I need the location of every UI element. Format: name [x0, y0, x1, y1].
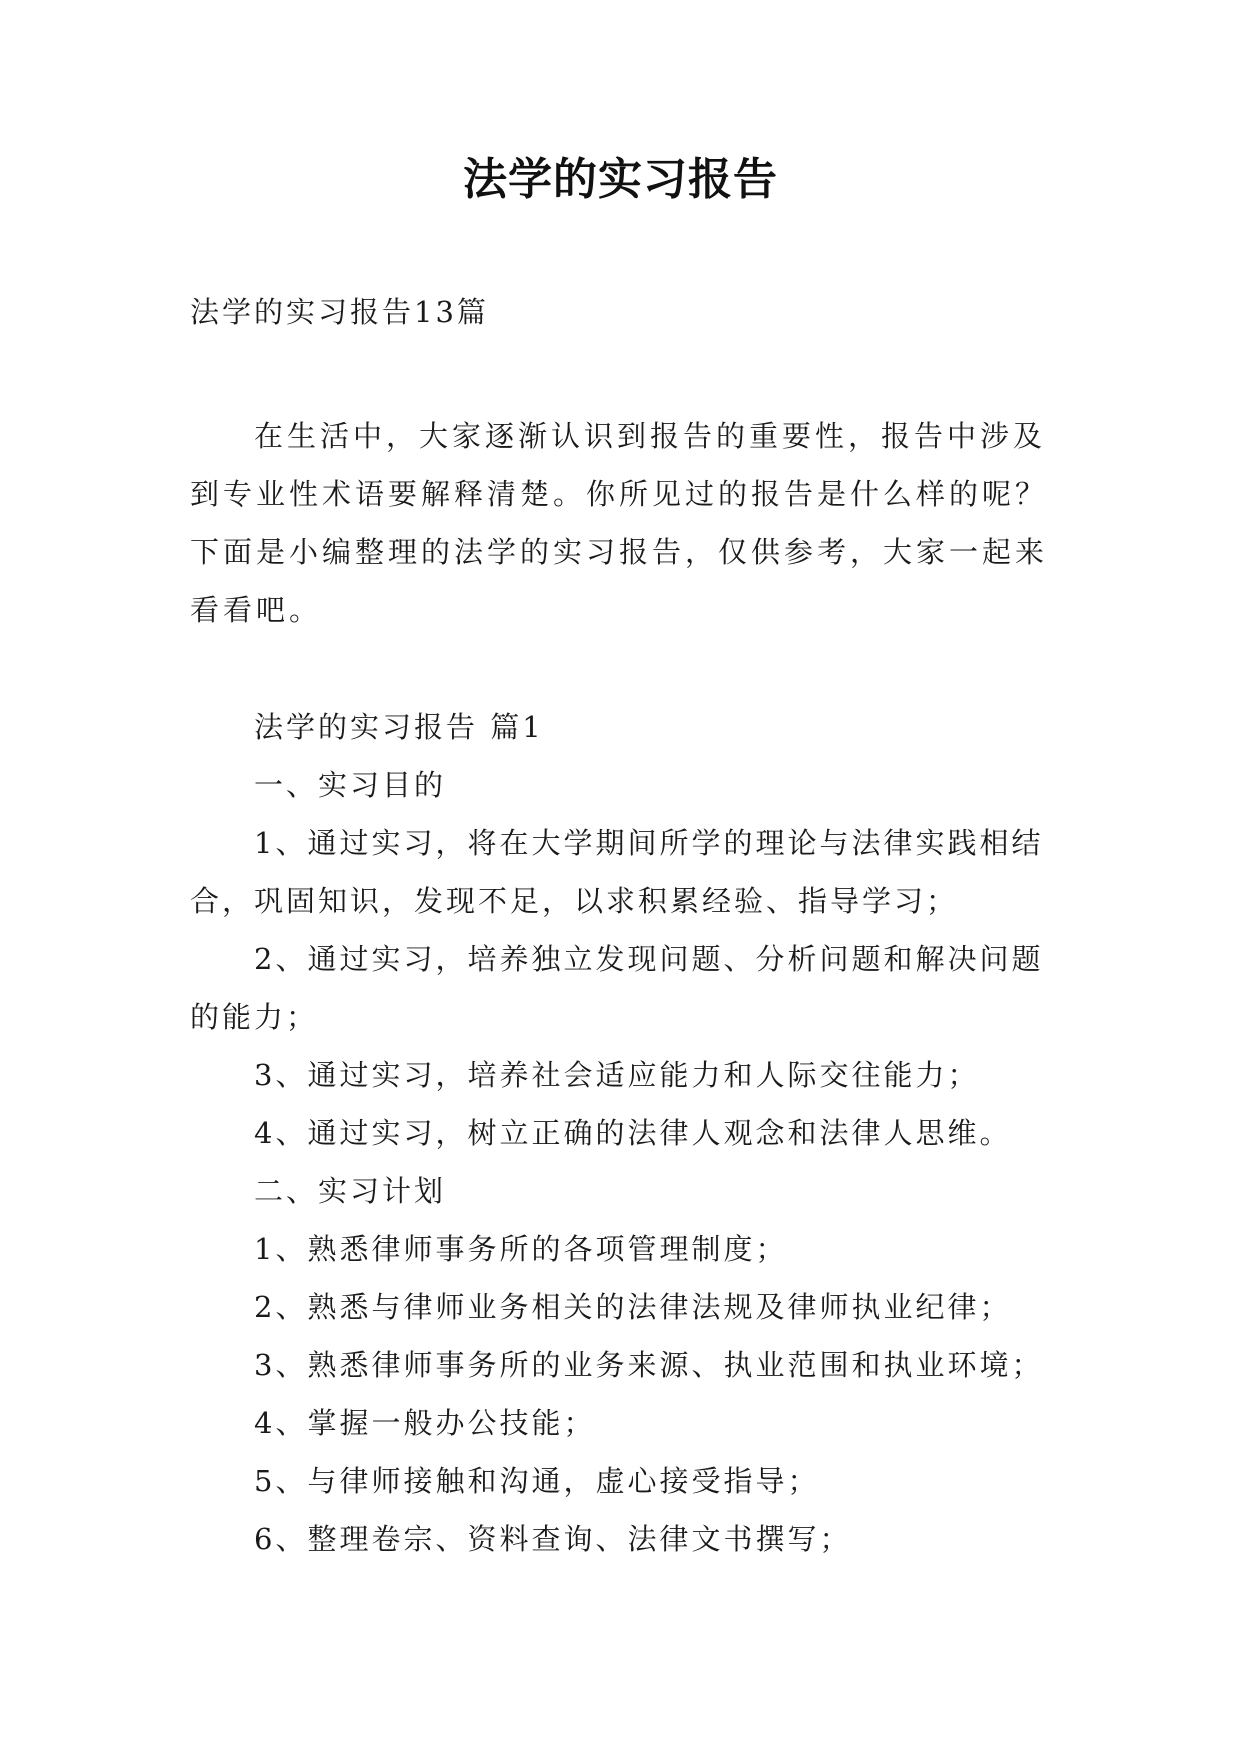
document-title: 法学的实习报告: [463, 154, 778, 205]
section-heading: 二、实习计划: [254, 1174, 447, 1208]
section-heading: 法学的实习报告 篇1: [254, 710, 544, 744]
body-paragraph: 4、掌握一般办公技能；: [254, 1406, 596, 1440]
body-paragraph: 6、整理卷宗、资料查询、法律文书撰写；: [254, 1522, 852, 1556]
intro-paragraph: 在生活中，大家逐渐认识到报告的重要性，报告中涉及到专业性术语要解释清楚。你所见过的报告是什么样的呢？下面是小编整理的法学的实习报告，仅供参考，大家一起来看看吧。: [190, 419, 1049, 627]
body-paragraph: 5、与律师接触和沟通，虚心接受指导；: [254, 1464, 820, 1498]
body-paragraph: 1、熟悉律师事务所的各项管理制度；: [254, 1232, 788, 1266]
body-paragraph: 2、熟悉与律师业务相关的法律法规及律师执业纪律；: [254, 1290, 1012, 1324]
body-paragraph: 4、通过实习，树立正确的法律人观念和法律人思维。: [254, 1116, 1012, 1150]
body-paragraph: 2、通过实习，培养独立发现问题、分析问题和解决问题的能力；: [190, 942, 1044, 1034]
body-paragraph: 3、熟悉律师事务所的业务来源、执业范围和执业环境；: [254, 1348, 1044, 1382]
body-paragraph: 3、通过实习，培养社会适应能力和人际交往能力；: [254, 1058, 980, 1092]
body-paragraph: 1、通过实习，将在大学期间所学的理论与法律实践相结合，巩固知识，发现不足，以求积累经验、指导学习；: [190, 826, 1044, 918]
document-subtitle: 法学的实习报告13篇: [190, 295, 489, 329]
section-heading: 一、实习目的: [254, 768, 447, 802]
document-body: [190, 698, 1070, 1568]
